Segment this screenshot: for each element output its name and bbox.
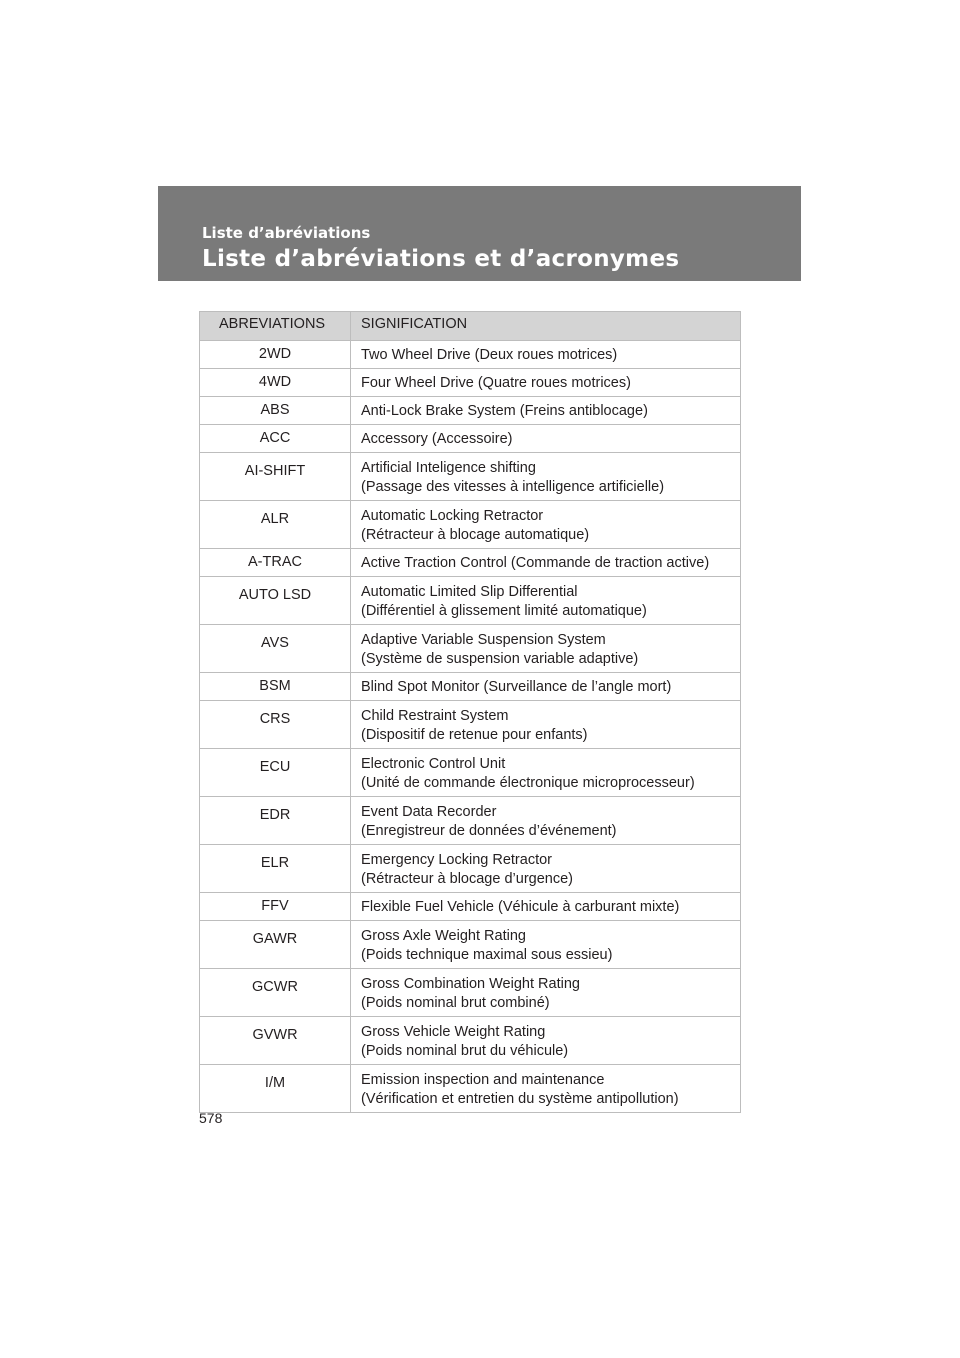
abbreviation-table bbox=[199, 311, 741, 1113]
table-row bbox=[200, 549, 741, 577]
signification-line-2: (Unité de commande électronique microprocesseur) bbox=[361, 775, 695, 791]
abbreviation-text: CRS bbox=[259, 711, 291, 727]
signification-line-1: Electronic Control Unit bbox=[361, 756, 506, 772]
signification-cell bbox=[351, 673, 741, 701]
signification-line-1: Accessory (Accessoire) bbox=[361, 431, 513, 447]
table-row bbox=[200, 341, 741, 369]
table-row bbox=[200, 893, 741, 921]
signification-cell bbox=[351, 969, 741, 1017]
signification-line-1: Event Data Recorder bbox=[361, 804, 497, 820]
abbreviation-cell bbox=[200, 577, 351, 625]
abbreviation-cell bbox=[200, 369, 351, 397]
abbreviation-cell bbox=[200, 1065, 351, 1113]
abbreviation-text: GCWR bbox=[252, 979, 298, 995]
signification-cell bbox=[351, 341, 741, 369]
signification-line-1: Active Traction Control (Commande de traction active) bbox=[361, 555, 710, 571]
signification-line-2: (Poids nominal brut combiné) bbox=[361, 995, 550, 1011]
table-header-row bbox=[200, 312, 741, 341]
signification-line-2: (Poids technique maximal sous essieu) bbox=[361, 947, 613, 963]
abbreviation-text: AUTO LSD bbox=[238, 587, 312, 603]
signification-line-2: (Dispositif de retenue pour enfants) bbox=[361, 727, 588, 743]
abbreviation-text: EDR bbox=[259, 807, 291, 823]
signification-line-1: Gross Combination Weight Rating bbox=[361, 976, 580, 992]
page-number: 578 bbox=[199, 1110, 223, 1126]
table-row bbox=[200, 749, 741, 797]
table-row bbox=[200, 501, 741, 549]
table-row bbox=[200, 797, 741, 845]
column-header-signification: SIGNIFICATION bbox=[351, 312, 741, 341]
signification-cell bbox=[351, 397, 741, 425]
signification-line-1: Automatic Locking Retractor bbox=[361, 508, 544, 524]
abbreviation-cell bbox=[200, 425, 351, 453]
signification-line-1: Gross Axle Weight Rating bbox=[361, 928, 526, 944]
signification-line-1: Gross Vehicle Weight Rating bbox=[361, 1024, 546, 1040]
table-row bbox=[200, 701, 741, 749]
signification-cell bbox=[351, 1065, 741, 1113]
table-body bbox=[200, 341, 741, 1113]
signification-line-2: (Passage des vitesses à intelligence artificielle) bbox=[361, 479, 665, 495]
signification-line-1: Artificial Inteligence shifting bbox=[361, 460, 536, 476]
signification-line-2: (Vérification et entretien du système antipollution) bbox=[361, 1091, 679, 1107]
abbreviation-cell bbox=[200, 749, 351, 797]
signification-line-2: (Système de suspension variable adaptive) bbox=[361, 651, 639, 667]
abbreviation-text: GAWR bbox=[252, 931, 298, 947]
abbreviation-cell bbox=[200, 845, 351, 893]
abbreviation-cell bbox=[200, 921, 351, 969]
signification-line-1: Child Restraint System bbox=[361, 708, 509, 724]
signification-line-2: (Rétracteur à blocage d’urgence) bbox=[361, 871, 573, 887]
signification-cell bbox=[351, 797, 741, 845]
abbreviation-text: ACC bbox=[259, 430, 291, 446]
abbreviation-text: FFV bbox=[261, 898, 289, 914]
section-header bbox=[158, 186, 801, 281]
table-row bbox=[200, 425, 741, 453]
abbreviation-cell bbox=[200, 397, 351, 425]
abbreviation-cell bbox=[200, 673, 351, 701]
signification-cell bbox=[351, 749, 741, 797]
signification-cell bbox=[351, 921, 741, 969]
signification-line-2: (Différentiel à glissement limité automatique) bbox=[361, 603, 647, 619]
table-row bbox=[200, 397, 741, 425]
signification-cell bbox=[351, 1017, 741, 1065]
table-row bbox=[200, 625, 741, 673]
signification-line-2: (Enregistreur de données d’événement) bbox=[361, 823, 617, 839]
table-row bbox=[200, 673, 741, 701]
signification-line-2: (Poids nominal brut du véhicule) bbox=[361, 1043, 569, 1059]
abbreviation-text: ALR bbox=[260, 511, 290, 527]
column-header-abbreviations: ABREVIATIONS bbox=[200, 312, 351, 341]
abbreviation-text: ELR bbox=[260, 855, 290, 871]
section-subtitle: Liste d’abréviations bbox=[202, 224, 371, 242]
signification-line-1: Four Wheel Drive (Quatre roues motrices) bbox=[361, 375, 631, 391]
signification-cell bbox=[351, 577, 741, 625]
abbreviation-text: ABS bbox=[260, 402, 290, 418]
page-title: Liste d’abréviations et d’acronymes bbox=[202, 246, 680, 272]
abbreviation-cell bbox=[200, 501, 351, 549]
signification-line-1: Adaptive Variable Suspension System bbox=[361, 632, 606, 648]
signification-cell bbox=[351, 893, 741, 921]
table-row bbox=[200, 1065, 741, 1113]
signification-line-1: Two Wheel Drive (Deux roues motrices) bbox=[361, 347, 618, 363]
abbreviation-text: GVWR bbox=[252, 1027, 298, 1043]
abbreviation-cell bbox=[200, 1017, 351, 1065]
table-row bbox=[200, 453, 741, 501]
signification-line-1: Anti-Lock Brake System (Freins antiblocage) bbox=[361, 403, 648, 419]
signification-cell bbox=[351, 845, 741, 893]
signification-cell bbox=[351, 701, 741, 749]
signification-line-1: Flexible Fuel Vehicle (Véhicule à carburant mixte) bbox=[361, 899, 680, 915]
table-row bbox=[200, 921, 741, 969]
abbreviation-text: BSM bbox=[259, 678, 291, 694]
abbreviation-cell bbox=[200, 549, 351, 577]
signification-cell bbox=[351, 549, 741, 577]
abbreviation-text: 2WD bbox=[258, 346, 292, 362]
signification-line-1: Automatic Limited Slip Differential bbox=[361, 584, 578, 600]
abbreviation-text: A-TRAC bbox=[248, 554, 302, 570]
abbreviation-text: I/M bbox=[264, 1075, 286, 1091]
abbreviation-cell bbox=[200, 797, 351, 845]
abbreviation-text: AI-SHIFT bbox=[244, 463, 306, 479]
abbreviation-cell bbox=[200, 969, 351, 1017]
signification-line-1: Emergency Locking Retractor bbox=[361, 852, 552, 868]
signification-line-1: Emission inspection and maintenance bbox=[361, 1072, 605, 1088]
abbreviation-text: ECU bbox=[259, 759, 291, 775]
table-row bbox=[200, 1017, 741, 1065]
signification-cell bbox=[351, 369, 741, 397]
abbreviation-cell bbox=[200, 701, 351, 749]
abbreviation-cell bbox=[200, 341, 351, 369]
abbreviation-text: AVS bbox=[261, 635, 289, 651]
signification-cell bbox=[351, 625, 741, 673]
abbreviation-cell bbox=[200, 625, 351, 673]
signification-cell bbox=[351, 501, 741, 549]
table-row bbox=[200, 577, 741, 625]
table-row bbox=[200, 969, 741, 1017]
abbreviation-text: 4WD bbox=[258, 374, 292, 390]
signification-cell bbox=[351, 425, 741, 453]
abbreviation-cell bbox=[200, 893, 351, 921]
signification-line-2: (Rétracteur à blocage automatique) bbox=[361, 527, 590, 543]
signification-cell bbox=[351, 453, 741, 501]
table-row bbox=[200, 845, 741, 893]
table-row bbox=[200, 369, 741, 397]
abbreviation-cell bbox=[200, 453, 351, 501]
signification-line-1: Blind Spot Monitor (Surveillance de l’angle mort) bbox=[361, 679, 672, 695]
